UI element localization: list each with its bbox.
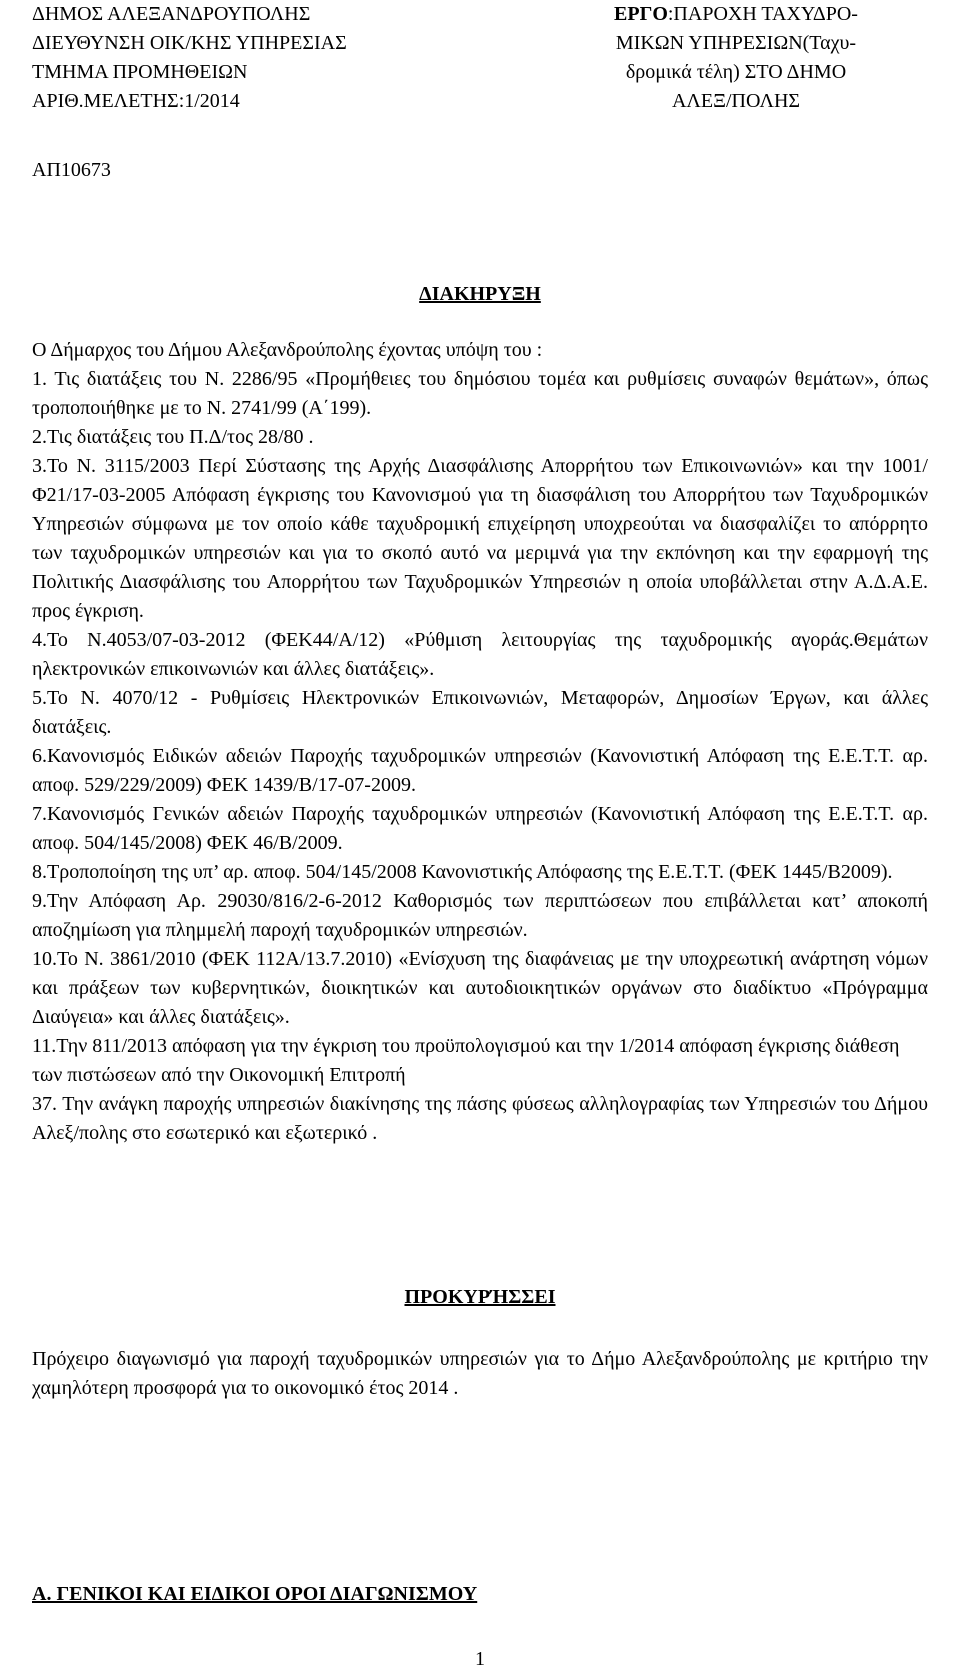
- issuer-municipality: ΔΗΜΟΣ ΑΛΕΞΑΝΔΡΟΥΠΟΛΗΣ: [32, 3, 311, 25]
- declaration-title: ΔΙΑΚΗΡΥΞΗ: [419, 283, 541, 305]
- announcement-paragraph: Πρόχειρο διαγωνισμό για παροχή ταχυδρομικών υπηρεσιών για το Δήμο Αλεξανδρούπολης με κριτήριο την χαμηλότερη προσφορά για το οικονομικό έτος 2014 .: [32, 1348, 928, 1399]
- issuer-directorate: ΔΙΕΥΘΥΝΣΗ ΟΙΚ/ΚΗΣ ΥΠΗΡΕΣΙΑΣ: [32, 32, 347, 54]
- provision-item: 8.Τροποποίηση της υπ’ αρ. αποφ. 504/145/2008 Κανονιστικής Απόφασης της Ε.Ε.Τ.Τ. (ΦΕΚ 1445/Β2009).: [32, 861, 893, 883]
- provision-item: 11.Την 811/2013 απόφαση για την έγκριση του προϋπολογισμού και την 1/2014 απόφαση έγκρισης διάθεση των πιστώσεων από την Οικονομική Επιτροπή: [32, 1035, 900, 1086]
- project-block: [544, 0, 928, 116]
- provision-item: 7.Κανονισμός Γενικών αδειών Παροχής ταχυδρομικών υπηρεσιών (Κανονιστική Απόφαση της Ε.Ε.Τ.Τ. αρ. αποφ. 504/145/2008) ΦΕΚ 46/Β/2009.: [32, 803, 928, 854]
- provision-item: 4.Το Ν.4053/07-03-2012 (ΦΕΚ44/Α/12) «Ρύθμιση λειτουργίας της ταχυδρομικής αγοράς.Θεμάτων ηλεκτρονικών επικοινωνιών και άλλες διατάξεις».: [32, 629, 928, 680]
- announces-title: ΠΡΟΚΥΡΉΣΣΕΙ: [404, 1286, 556, 1308]
- document-header: [32, 0, 928, 120]
- issuer-block: [32, 0, 502, 116]
- provision-item: 10.Το Ν. 3861/2010 (ΦΕΚ 112Α/13.7.2010) «Ενίσχυση της διαφάνειας με την υποχρεωτική ανάρτηση νόμων και πράξεων των κυβερνητικών, διοικητικών και αυτοδιοικητικών οργάνων στο διαδίκτυο «Πρόγραμμα Διαύγεια» και άλλες διατάξεις».: [32, 948, 928, 1028]
- project-line-3: δρομικά τέλη) ΣΤΟ ΔΗΜΟ: [625, 61, 847, 83]
- project-title-start: :ΠΑΡΟΧΗ ΤΑΧΥΔΡΟ-: [667, 3, 858, 25]
- section-a-heading: Α. ΓΕΝΙΚΟΙ ΚΑΙ ΕΙΔΙΚΟΙ ΟΡΟΙ ΔΙΑΓΩΝΙΣΜΟΥ: [32, 1583, 478, 1605]
- intro-paragraph: Ο Δήμαρχος του Δήμου Αλεξανδρούπολης έχοντας υπόψη του :: [32, 339, 543, 361]
- project-line-2: ΜΙΚΩΝ ΥΠΗΡΕΣΙΩΝ(Ταχυ-: [615, 32, 857, 54]
- provision-item: 1. Τις διατάξεις του Ν. 2286/95 «Προμήθειες του δημόσιου τομέα και ρυθμίσεις συναφών θεμάτων», όπως τροποποιήθηκε με το Ν. 2741/99 (Α΄199).: [32, 368, 928, 419]
- page-number: 1: [475, 1648, 485, 1670]
- provision-item: 6.Κανονισμός Ειδικών αδειών Παροχής ταχυδρομικών υπηρεσιών (Κανονιστική Απόφαση της Ε.Ε.Τ.Τ. αρ. αποφ. 529/229/2009) ΦΕΚ 1439/Β/17-07-2009.: [32, 745, 928, 796]
- issuer-department: ΤΜΗΜΑ ΠΡΟΜΗΘΕΙΩΝ: [32, 61, 248, 83]
- provision-item: 2.Τις διατάξεις του Π.Δ/τος 28/80 .: [32, 426, 314, 448]
- document-body: [32, 336, 928, 1148]
- provision-item: 5.Το Ν. 4070/12 - Ρυθμίσεις Ηλεκτρονικών Επικοινωνιών, Μεταφορών, Δημοσίων Έργων, και άλλες διατάξεις.: [32, 687, 928, 738]
- protocol-number: ΑΠ10673: [32, 159, 111, 181]
- project-line-4: ΑΛΕΞ/ΠΟΛΗΣ: [671, 90, 801, 112]
- project-label: ΕΡΓΟ: [614, 3, 668, 25]
- study-number: ΑΡΙΘ.ΜΕΛΕΤΗΣ:1/2014: [32, 90, 240, 112]
- project-line-1: [544, 0, 928, 29]
- provision-item: 3.Το Ν. 3115/2003 Περί Σύστασης της Αρχής Διασφάλισης Απορρήτου των Επικοινωνιών» και την 1001/Φ21/17-03-2005 Απόφαση έγκρισης του Κανονισμού για τη διασφάλιση του Απορρήτου των Ταχυδρομικών Υπηρεσιών σύμφωνα με τον οποίο κάθε ταχυδρομική επιχείρηση υποχρεούται να διασφαλίζει το απόρρητο των ταχυδρομικών υπηρεσιών και για το σκοπό αυτό να μεριμνά για την εκπόνηση και την εφαρμογή της Πολιτικής Διασφάλισης του Απορρήτου των Ταχυδρομικών Υπηρεσιών η οποία υποβάλλεται στην Α.Δ.Α.Ε. προς έγκριση.: [32, 455, 928, 622]
- provision-item: 37. Την ανάγκη παροχής υπηρεσιών διακίνησης της πάσης φύσεως αλληλογραφίας των Υπηρεσιών του Δήμου Αλεξ/πολης στο εσωτερικό και εξωτερικό .: [32, 1093, 928, 1144]
- provision-item: 9.Την Απόφαση Αρ. 29030/816/2-6-2012 Καθορισμός των περιπτώσεων που επιβάλλεται κατ’ αποκοπή αποζημίωση για πλημμελή παροχή ταχυδρομικών υπηρεσιών.: [32, 890, 928, 941]
